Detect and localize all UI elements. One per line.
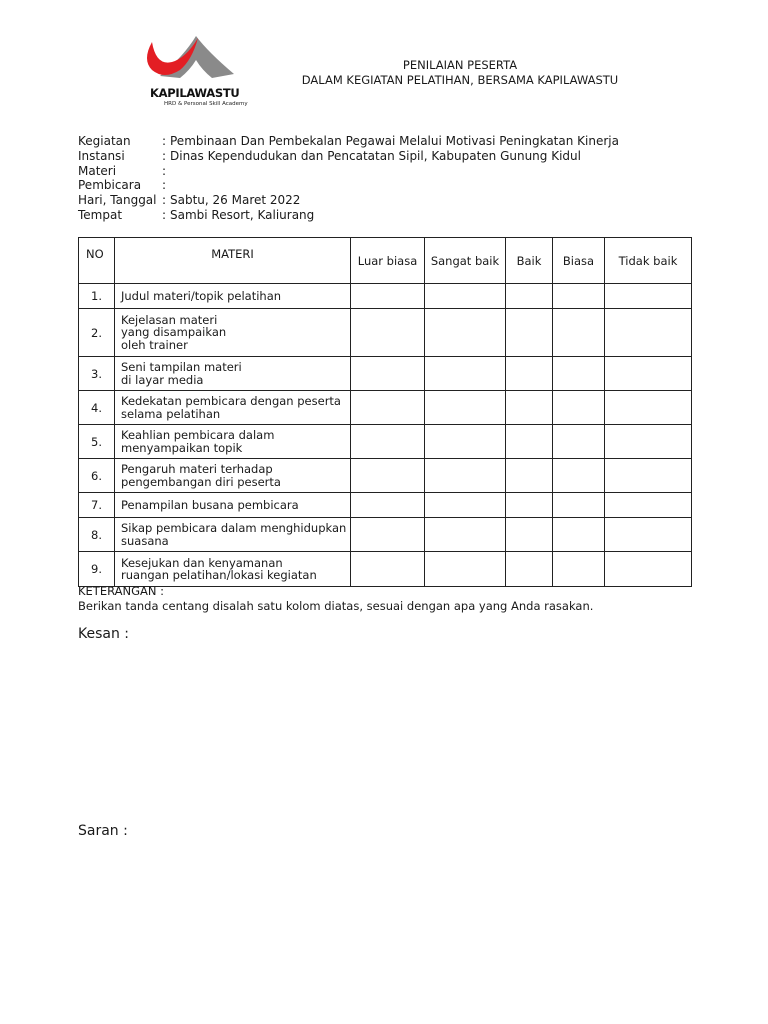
- materi-cell: [115, 357, 351, 391]
- header-no: NO: [79, 238, 115, 284]
- table-header-row: [79, 238, 692, 284]
- keterangan-label: KETERANGAN :: [78, 584, 165, 598]
- materi-text-line: Keahlian pembicara dalam: [121, 428, 275, 442]
- rating-cell-baik[interactable]: [506, 284, 553, 309]
- materi-text-line: Penampilan busana pembicara: [121, 497, 299, 512]
- materi-text-line: suasana: [121, 533, 169, 548]
- rating-cell-sangat-baik[interactable]: [425, 391, 506, 425]
- materi-text-line: Sikap pembicara dalam menghidupkan: [121, 521, 347, 535]
- info-label: Tempat: [78, 207, 123, 222]
- kapilawastu-logo: [138, 30, 248, 110]
- materi-cell: [115, 284, 351, 309]
- row-number: 2.: [79, 309, 115, 357]
- info-value: Sambi Resort, Kaliurang: [170, 207, 315, 222]
- info-row: [78, 193, 619, 208]
- rating-cell-luar-biasa[interactable]: [351, 518, 425, 552]
- evaluation-table: [78, 237, 692, 587]
- row-number: 6.: [79, 459, 115, 493]
- header-biasa: Biasa: [553, 238, 605, 284]
- info-value: Sabtu, 26 Maret 2022: [170, 193, 301, 208]
- rating-cell-biasa[interactable]: [553, 391, 605, 425]
- rating-cell-tidak-baik[interactable]: [605, 284, 692, 309]
- info-row: [78, 134, 619, 149]
- rating-cell-baik[interactable]: [506, 518, 553, 552]
- rating-cell-baik[interactable]: [506, 459, 553, 493]
- materi-text-line: Pengaruh materi terhadap: [121, 462, 273, 476]
- rating-cell-tidak-baik[interactable]: [605, 357, 692, 391]
- rating-cell-sangat-baik[interactable]: [425, 309, 506, 357]
- logo-mark-icon: [138, 30, 248, 90]
- materi-cell: [115, 518, 351, 552]
- title-line-2: DALAM KEGIATAN PELATIHAN, BERSAMA KAPILAWASTU: [301, 73, 619, 87]
- rating-cell-sangat-baik[interactable]: [425, 552, 506, 587]
- rating-cell-baik[interactable]: [506, 357, 553, 391]
- keterangan-text: Berikan tanda centang disalah satu kolom diatas, sesuai dengan apa yang Anda rasakan.: [78, 598, 594, 613]
- materi-cell: [115, 391, 351, 425]
- materi-text-line: Kedekatan pembicara dengan peserta: [121, 394, 341, 408]
- rating-cell-tidak-baik[interactable]: [605, 425, 692, 459]
- header-sangat-baik: Sangat baik: [425, 238, 506, 284]
- header-baik: Baik: [506, 238, 553, 284]
- info-row: [78, 208, 619, 223]
- row-number: 5.: [79, 425, 115, 459]
- rating-cell-baik[interactable]: [506, 425, 553, 459]
- materi-text-line: Kejelasan materi: [121, 312, 218, 327]
- materi-text-line: ruangan pelatihan/lokasi kegiatan: [121, 568, 317, 582]
- rating-cell-luar-biasa[interactable]: [351, 459, 425, 493]
- rating-cell-sangat-baik[interactable]: [425, 284, 506, 309]
- table-row: [79, 518, 692, 552]
- saran-label: Saran :: [78, 823, 128, 839]
- rating-cell-baik[interactable]: [506, 552, 553, 587]
- rating-cell-biasa[interactable]: [553, 309, 605, 357]
- table-row: [79, 425, 692, 459]
- event-info: [78, 134, 619, 223]
- rating-cell-sangat-baik[interactable]: [425, 459, 506, 493]
- materi-text-line: selama pelatihan: [121, 406, 221, 421]
- info-label: Materi: [78, 163, 117, 178]
- logo-name: KAPILAWASTU: [150, 86, 240, 100]
- header-tidak-baik: Tidak baik: [605, 238, 692, 284]
- rating-cell-luar-biasa[interactable]: [351, 284, 425, 309]
- rating-cell-biasa[interactable]: [553, 425, 605, 459]
- materi-cell: [115, 425, 351, 459]
- row-number: 4.: [79, 391, 115, 425]
- header-materi: MATERI: [115, 238, 351, 284]
- info-separator: :: [162, 134, 167, 148]
- table-row: [79, 391, 692, 425]
- info-label: Hari, Tanggal: [78, 193, 157, 208]
- materi-cell: [115, 552, 351, 587]
- rating-cell-tidak-baik[interactable]: [605, 309, 692, 357]
- info-separator: :: [162, 148, 167, 163]
- materi-text-line: Seni tampilan materi: [121, 360, 242, 374]
- rating-cell-biasa[interactable]: [553, 552, 605, 587]
- keterangan: [78, 584, 593, 613]
- table-row: [79, 357, 692, 391]
- materi-cell: [115, 309, 351, 357]
- rating-cell-biasa[interactable]: [553, 459, 605, 493]
- info-separator: :: [162, 178, 167, 193]
- row-number: 3.: [79, 357, 115, 391]
- rating-cell-biasa[interactable]: [553, 518, 605, 552]
- logo-tagline: HRD & Personal Skill Academy: [164, 101, 248, 107]
- rating-cell-baik[interactable]: [506, 391, 553, 425]
- rating-cell-tidak-baik[interactable]: [605, 459, 692, 493]
- rating-cell-sangat-baik[interactable]: [425, 357, 506, 391]
- info-value: Dinas Kependudukan dan Pencatatan Sipil, Kabupaten Gunung Kidul: [170, 148, 581, 163]
- rating-cell-baik[interactable]: [506, 309, 553, 357]
- info-label: Kegiatan: [78, 134, 131, 148]
- info-separator: :: [162, 193, 167, 208]
- rating-cell-luar-biasa[interactable]: [351, 391, 425, 425]
- rating-cell-biasa[interactable]: [553, 493, 605, 518]
- table-row: [79, 493, 692, 518]
- materi-text-line: yang disampaikan: [121, 325, 227, 340]
- row-number: 9.: [79, 552, 115, 587]
- materi-cell: [115, 459, 351, 493]
- header-luar-biasa: Luar biasa: [351, 238, 425, 284]
- materi-cell: [115, 493, 351, 518]
- rating-cell-baik[interactable]: [506, 493, 553, 518]
- rating-cell-tidak-baik[interactable]: [605, 493, 692, 518]
- materi-text-line: menyampaikan topik: [121, 440, 243, 455]
- info-row: [78, 164, 619, 179]
- row-number: 8.: [79, 518, 115, 552]
- info-separator: :: [162, 163, 167, 178]
- info-row: [78, 149, 619, 164]
- materi-text-line: di layar media: [121, 372, 204, 387]
- kesan-label: Kesan :: [78, 626, 130, 642]
- row-number: 1.: [79, 284, 115, 309]
- rating-cell-tidak-baik[interactable]: [605, 552, 692, 587]
- rating-cell-luar-biasa[interactable]: [351, 425, 425, 459]
- rating-cell-tidak-baik[interactable]: [605, 518, 692, 552]
- title-line-1: PENILAIAN PESERTA: [402, 58, 518, 72]
- materi-text-line: Judul materi/topik pelatihan: [121, 288, 282, 303]
- row-number: 7.: [79, 493, 115, 518]
- rating-cell-biasa[interactable]: [553, 284, 605, 309]
- table-row: [79, 309, 692, 357]
- rating-cell-luar-biasa[interactable]: [351, 357, 425, 391]
- table-row: [79, 284, 692, 309]
- info-label: Pembicara: [78, 178, 142, 193]
- info-row: [78, 178, 619, 193]
- rating-cell-biasa[interactable]: [553, 357, 605, 391]
- table-row: [79, 552, 692, 587]
- rating-cell-luar-biasa[interactable]: [351, 552, 425, 587]
- info-value: Pembinaan Dan Pembekalan Pegawai Melalui Motivasi Peningkatan Kinerja: [170, 134, 619, 148]
- table-row: [79, 459, 692, 493]
- info-label: Instansi: [78, 148, 125, 163]
- materi-text-line: pengembangan diri peserta: [121, 474, 281, 489]
- rating-cell-luar-biasa[interactable]: [351, 309, 425, 357]
- info-separator: :: [162, 207, 167, 222]
- rating-cell-sangat-baik[interactable]: [425, 518, 506, 552]
- materi-text-line: Kesejukan dan kenyamanan: [121, 555, 283, 570]
- rating-cell-luar-biasa[interactable]: [351, 493, 425, 518]
- rating-cell-sangat-baik[interactable]: [425, 493, 506, 518]
- rating-cell-sangat-baik[interactable]: [425, 425, 506, 459]
- document-title: [280, 58, 640, 88]
- materi-text-line: oleh trainer: [121, 337, 188, 352]
- rating-cell-tidak-baik[interactable]: [605, 391, 692, 425]
